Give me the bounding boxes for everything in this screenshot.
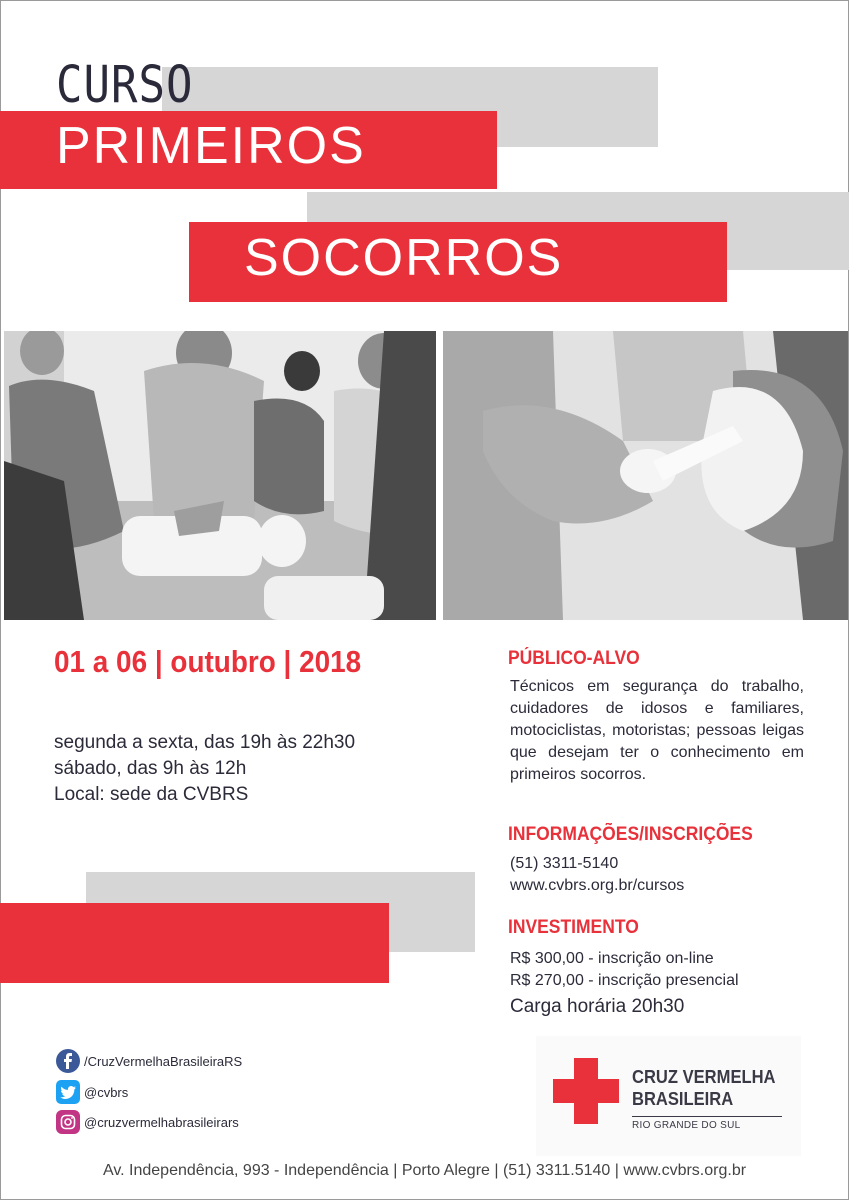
photo-cpr-training	[4, 331, 436, 620]
investimento-heading: INVESTIMENTO	[508, 917, 639, 938]
contact-phone: (51) 3311-5140	[510, 855, 619, 872]
photo-bandage	[443, 331, 848, 620]
twitter-icon	[56, 1080, 80, 1104]
twitter-handle: @cvbrs	[84, 1084, 129, 1100]
logo-line2: BRASILEIRA	[632, 1089, 734, 1109]
social-instagram[interactable]	[56, 1110, 239, 1134]
logo-subtitle: RIO GRANDE DO SUL	[632, 1120, 741, 1131]
title-socorros: SOCORROS	[244, 229, 564, 287]
price-presencial: R$ 270,00 - inscrição presencial	[510, 972, 739, 989]
informacoes-heading: INFORMAÇÕES/INSCRIÇÕES	[508, 824, 753, 845]
logo-divider	[632, 1116, 782, 1117]
social-twitter[interactable]	[56, 1080, 128, 1104]
social-facebook[interactable]	[56, 1049, 242, 1073]
schedule-weekdays: segunda a sexta, das 19h às 22h30	[54, 732, 356, 753]
contact-website[interactable]: www.cvbrs.org.br/cursos	[510, 877, 685, 894]
publico-alvo-heading: PÚBLICO-ALVO	[508, 648, 640, 669]
schedule-saturday: sábado, das 9h às 12h	[54, 758, 247, 779]
instagram-handle: @cruzvermelhabrasileirars	[84, 1114, 239, 1130]
carga-horaria: Carga horária 20h30	[510, 996, 685, 1017]
logo-line1: CRUZ VERMELHA	[632, 1067, 776, 1087]
schedule-block	[54, 730, 355, 808]
instagram-icon	[56, 1110, 80, 1134]
facebook-icon	[56, 1049, 80, 1073]
course-date: 01 a 06 | outubro | 2018	[54, 644, 362, 679]
schedule-location: Local: sede da CVBRS	[54, 784, 249, 805]
price-online: R$ 300,00 - inscrição on-line	[510, 950, 714, 967]
informacoes-block	[510, 853, 684, 897]
cruz-vermelha-logo	[536, 1036, 801, 1156]
facebook-handle: /CruzVermelhaBrasileiraRS	[84, 1053, 243, 1069]
investimento-block	[510, 948, 739, 1018]
red-block-lower	[0, 903, 389, 983]
title-primeiros: PRIMEIROS	[56, 117, 366, 175]
publico-alvo-text: Técnicos em segurança do trabalho, cuidadores de idosos e familiares, motociclistas, motoristas; pessoas leigas que desejam ter o conhecimento em primeiros socorros.	[510, 678, 804, 783]
footer-address: Av. Independência, 993 - Independência | Porto Alegre | (51) 3311.5140 | www.cvbrs.org.br	[102, 1162, 747, 1179]
curso-label: CURSO	[56, 56, 194, 115]
logo-name	[632, 1066, 776, 1110]
